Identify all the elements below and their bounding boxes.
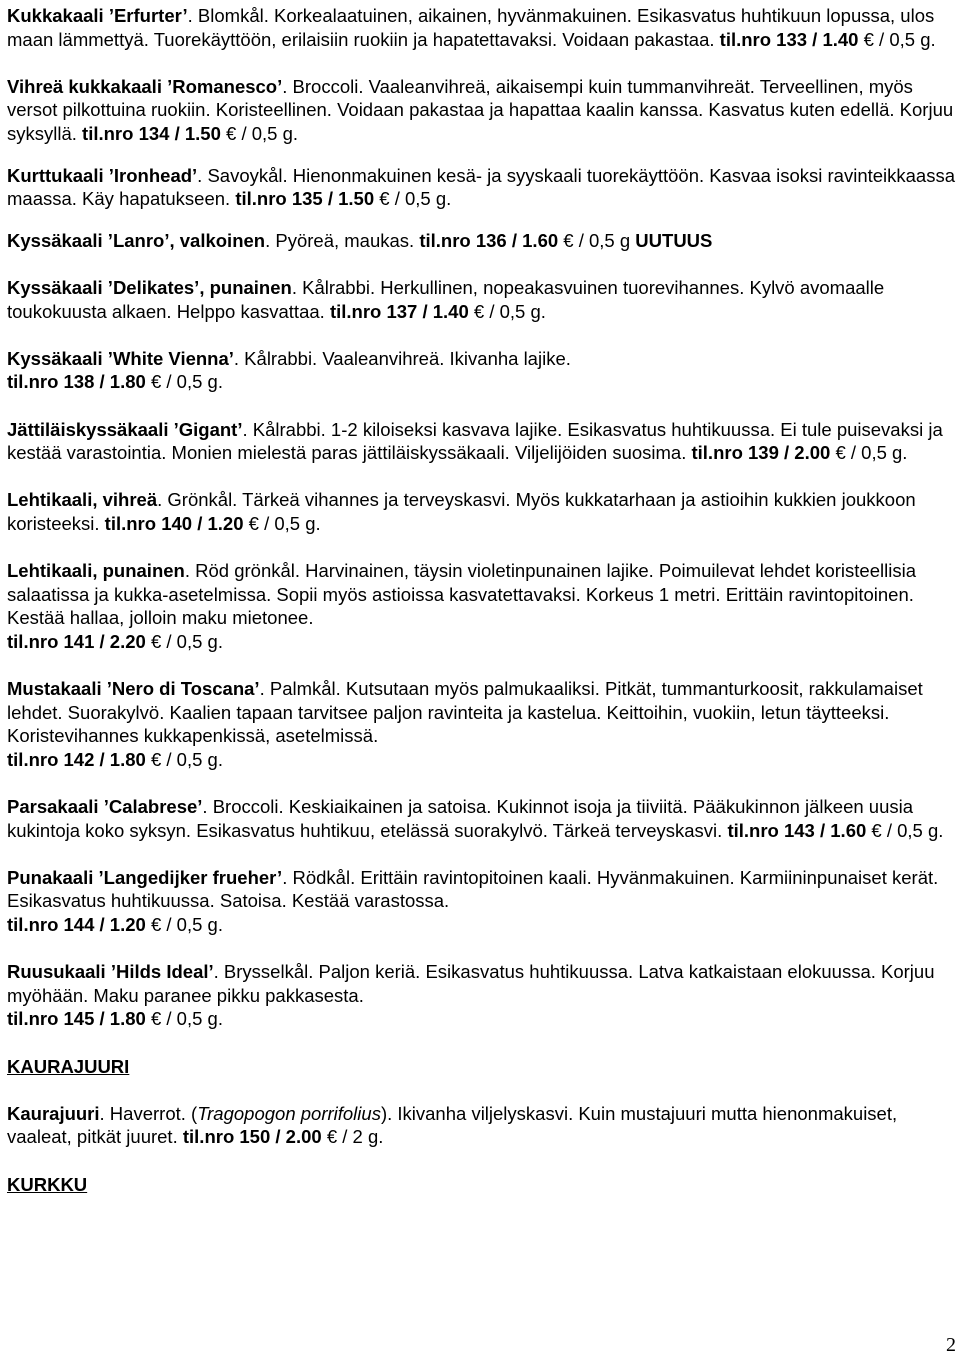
entry-name: Ruusukaali ’Hilds Ideal’ (7, 961, 214, 983)
section-heading-kurkku: KURKKU (7, 1173, 88, 1195)
order-number: til.nro 145 / 1.80 (7, 1008, 146, 1030)
catalog-entry-138 (7, 347, 955, 394)
entry-description: . Pyöreä, maukas. (265, 229, 420, 251)
entry-description: . Kålrabbi. 1-2 kiloiseksi kasvava lajike. Esikasvatus huhtikuussa. Ei tule puisevaksi ja kestää varastointia. Monien mielestä paras jättiläiskyssäkaali. Viljelijöiden suosima. (7, 418, 943, 464)
entry-description: . Kålrabbi. Herkullinen, nopeakasvuinen tuorevihannes. Kylvö avomaalle toukokuusta alkaen. Helppo kasvattaa. (7, 276, 885, 322)
entry-name: Kurttukaali ’Ironhead’ (7, 164, 198, 186)
order-number: til.nro 138 / 1.80 (7, 371, 146, 393)
document-page (7, 4, 955, 1220)
catalog-entry-145 (7, 960, 955, 1031)
order-number: til.nro 136 / 1.60 (419, 229, 559, 251)
catalog-entry-133 (7, 4, 955, 51)
order-number: til.nro 133 / 1.40 (719, 28, 859, 50)
entry-description: . Savoykål. Hienonmakuinen kesä- ja syyskaali tuorekäyttöön. Kasvaa isoksi ravinteikkaassa maassa. Käy hapatukseen. (7, 164, 956, 210)
section-heading-kaurajuuri: KAURAJUURI (7, 1055, 130, 1077)
entry-name: Parsakaali ’Calabrese’ (7, 796, 203, 817)
entry-name: Lehtikaali, punainen (7, 560, 185, 582)
price-unit: € / 0,5 g. (243, 512, 321, 534)
entry-description: . Grönkål. Tärkeä vihannes ja terveyskasvi. Myös kukkatarhaan ja astioihin kukkien joukkoon koristeeksi. (7, 489, 916, 534)
catalog-entry-139 (7, 418, 955, 465)
catalog-entry-135 (7, 164, 955, 211)
catalog-entry-150 (7, 1102, 955, 1149)
catalog-entry-140 (7, 488, 955, 535)
price-unit: € / 0,5 g. (145, 1008, 223, 1030)
order-number: til.nro 144 / 1.20 (7, 913, 146, 935)
order-number: til.nro 135 / 1.50 (235, 188, 375, 210)
latin-name: Tragopogon porrifolius (197, 1102, 381, 1124)
entry-name: Kukkakaali ’Erfurter’ (7, 5, 188, 26)
price-unit: € / 0,5 g. (220, 122, 299, 144)
order-number: til.nro 150 / 2.00 (182, 1126, 322, 1148)
price-unit: € / 0,5 g. (858, 28, 936, 50)
price-unit: € / 0,5 g. (374, 188, 452, 210)
order-number: til.nro 140 / 1.20 (104, 512, 244, 534)
catalog-entry-141 (7, 559, 955, 653)
entry-description: . Blomkål. Korkealaatuinen, aikainen, hyvänmakuinen. Esikasvatus huhtikuun lopussa, ulos maan lämmettyä. Tuorekäyttöön, erilaisiin ruokiin ja hapatettavaksi. Voidaan pakastaa. (7, 5, 935, 50)
catalog-entry-134 (7, 75, 955, 146)
order-number: til.nro 142 / 1.80 (7, 748, 146, 770)
catalog-entry-136 (7, 229, 955, 253)
order-number: til.nro 134 / 1.50 (82, 122, 221, 144)
new-badge: UUTUUS (635, 229, 713, 251)
catalog-entry-137 (7, 276, 955, 323)
entry-description: . Röd grönkål. Harvinainen, täysin violetinpunainen lajike. Poimuilevat lehdet koristeellisia salaatissa ja kukka-asetelmissa. Sopii myös astioissa kasvatettavaksi. Korkeus 1 metri. Erittäin ravintopitoinen. Kestää hallaa, jolloin maku mietonee. (7, 560, 916, 629)
order-number: til.nro 141 / 2.20 (7, 630, 146, 652)
entry-name: Kyssäkaali ’Delikates’, punainen (7, 276, 292, 298)
page-number: 2 (946, 1334, 956, 1356)
entry-name: Kyssäkaali ’Lanro’, valkoinen (7, 229, 266, 251)
order-number: til.nro 143 / 1.60 (727, 819, 867, 841)
price-unit: € / 0,5 g. (145, 371, 223, 393)
entry-description: . Broccoli. Keskiaikainen ja satoisa. Kukinnot isoja ja tiiviitä. Pääkukinnon jälkeen uusia kukintoja koko syksyn. Esikasvatus huhtikuu, etelässä suorakylvö. Tärkeä terveyskasvi. (7, 796, 914, 841)
entry-description: . Rödkål. Erittäin ravintopitoinen kaali. Hyvänmakuinen. Karmiininpunaiset kerät. Esikasvatus huhtikuussa. Satoisa. Kestää varastossa. (7, 866, 939, 912)
entry-description: . Palmkål. Kutsutaan myös palmukaaliksi. Pitkät, tummanturkoosit, rakkulamaiset lehdet. Suorakylvö. Kaalien tapaan tarvitsee paljon ravinteita ja kastelua. Keittoihin, vuokiin, letun täytteeksi. Koristevihannes kukkapenkissä, asetelmissä. (7, 678, 923, 747)
price-unit: € / 0,5 g. (830, 442, 908, 464)
catalog-entry-142 (7, 677, 955, 771)
price-unit: € / 0,5 g. (145, 630, 223, 652)
order-number: til.nro 137 / 1.40 (329, 300, 469, 322)
entry-name: Lehtikaali, vihreä (7, 489, 158, 511)
entry-description: . Kålrabbi. Vaaleanvihreä. Ikivanha lajike. (233, 347, 571, 369)
entry-name: Mustakaali ’Nero di Toscana’ (7, 678, 260, 700)
price-unit: € / 0,5 g. (145, 748, 223, 770)
price-unit: € / 0,5 g. (866, 819, 944, 841)
price-unit: € / 0,5 g. (145, 913, 223, 935)
entry-description-pre: . Haverrot. ( (99, 1102, 198, 1124)
catalog-entry-144 (7, 866, 955, 937)
price-unit: € / 0,5 g (558, 229, 636, 251)
entry-name: Jättiläiskyssäkaali ’Gigant’ (7, 418, 243, 440)
entry-description: . Brysselkål. Paljon keriä. Esikasvatus huhtikuussa. Latva katkaistaan elokuussa. Korjuu myöhään. Maku paranee pikku pakkasesta. (7, 961, 935, 1006)
price-unit: € / 0,5 g. (468, 300, 546, 322)
price-unit: € / 2 g. (321, 1126, 384, 1148)
entry-description: . Broccoli. Vaaleanvihreä, aikaisempi kuin tummanvihreät. Terveellinen, myös versot pilkottuina ruokiin. Koristeellinen. Voidaan pakastaa ja hapattaa kaalin kanssa. Kasvatus kuten edellä. Korjuu syksyllä. (7, 75, 954, 144)
entry-name: Punakaali ’Langedijker frueher’ (7, 866, 283, 888)
entry-name: Kyssäkaali ’White Vienna’ (7, 347, 234, 369)
order-number: til.nro 139 / 2.00 (691, 442, 831, 464)
entry-name: Vihreä kukkakaali ’Romanesco’ (7, 75, 283, 97)
catalog-entry-143 (7, 795, 955, 842)
entry-description: ). Ikivanha viljelyskasvi. Kuin mustajuuri mutta hienonmakuiset, vaaleat, pitkät juuret. (7, 1102, 898, 1148)
entry-name: Kaurajuuri (7, 1102, 100, 1124)
